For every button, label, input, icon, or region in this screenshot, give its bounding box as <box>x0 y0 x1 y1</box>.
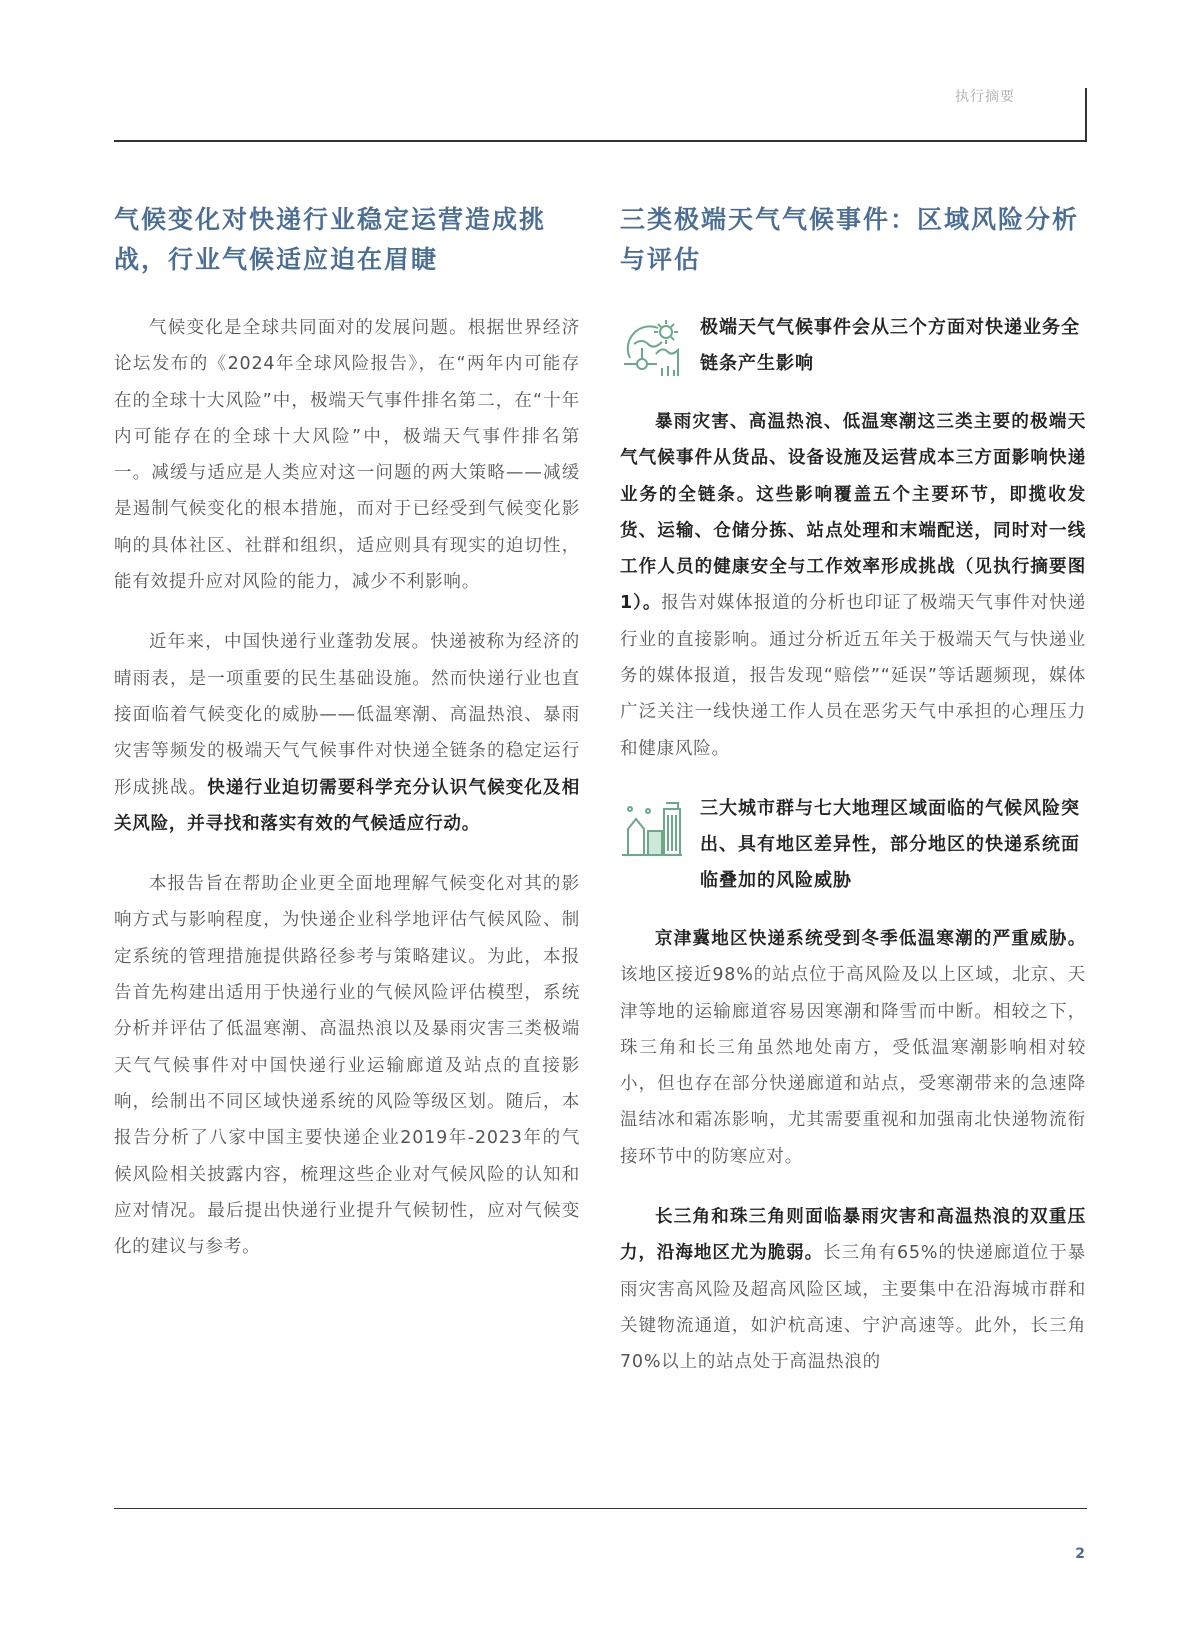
right-paragraph-3 <box>620 1199 1086 1380</box>
paragraph-text: 近年来，中国快递行业蓬勃发展。快递被称为经济的晴雨表，是一项重要的民生基础设施。然而快递行业也直接面临着气候变化的威胁——低温寒潮、高温热浪、暴雨灾害等频发的极端天气气候事件对快递全链条的稳定运行形成挑战。 <box>114 632 580 798</box>
right-section-title: 三类极端天气气候事件：区域风险分析与评估 <box>620 205 1080 274</box>
paragraph-text: 长三角有65%的快递廊道位于暴雨灾害高风险及超高风险区域，主要集中在沿海城市群和关键物流通道，如沪杭高速、宁沪高速等。此外，长三角70%以上的站点处于高温热浪的 <box>620 1243 1086 1373</box>
left-paragraph-3: 本报告旨在帮助企业更全面地理解气候变化对其的影响方式与影响程度，为快递企业科学地评估气候风险、制定系统的管理措施提供路径参考与策略建议。为此，本报告首先构建出适用于快递行业的气候风险评估模型，系统分析并评估了低温寒潮、高温热浪以及暴雨灾害三类极端天气气候事件对中国快递行业运输廊道及站点的直接影响，绘制出不同区域快递系统的风险等级区划。随后，本报告分析了八家中国主要快递企业2019年-2023年的气候风险相关披露内容，梳理这些企业对气候风险的认知和应对情况。最后提出快递行业提升气候韧性，应对气候变化的建议与参考。 <box>114 874 580 1258</box>
header-vertical-rule <box>1085 88 1087 140</box>
callout-2 <box>620 791 1086 899</box>
paragraph-emphasis: 快递行业迫切需要科学充分认识气候变化及相关风险，并寻找和落实有效的气候适应行动。 <box>114 777 581 834</box>
paragraph-emphasis: 京津冀地区快递系统受到冬季低温寒潮的严重威胁。 <box>655 928 1086 949</box>
right-paragraph-2 <box>620 921 1086 1175</box>
left-section-title: 气候变化对快递行业稳定运营造成挑战，行业气候适应迫在眉睫 <box>114 205 547 274</box>
header-section-label: 执行摘要 <box>955 89 1015 105</box>
paragraph-emphasis: 暴雨灾害、高温热浪、低温寒潮这三类主要的极端天气气候事件从货品、设备设施及运营成本三方面影响快递业务的全链条。这些影响覆盖五个主要环节，即揽收发货、运输、仓储分拣、站点处理和末端配送，同时对一线工作人员的健康安全与工作效率形成挑战（见执行摘要图1）。 <box>620 412 1086 614</box>
city-buildings-icon <box>620 795 684 859</box>
callout-1 <box>620 310 1086 382</box>
footer-rule <box>114 1508 1087 1509</box>
climate-globe-icon <box>620 314 684 378</box>
left-paragraph-1: 气候变化是全球共同面对的发展问题。根据世界经济论坛发布的《2024年全球风险报告》，在“两年内可能存在的全球十大风险”中，极端天气事件排名第二，在“十年内可能存在的全球十大风险”中，极端天气事件排名第一。减缓与适应是人类应对这一问题的两大策略——减缓是遏制气候变化的根本措施，而对于已经受到气候变化影响的具体社区、社群和组织，适应则具有现实的迫切性，能有效提升应对风险的能力，减少不利影响。 <box>114 318 580 593</box>
right-column <box>620 200 1086 1405</box>
page-number: 2 <box>1075 1546 1085 1562</box>
left-column <box>114 200 580 1289</box>
paragraph-text: 该地区接近98%的站点位于高风险及以上区域，北京、天津等地的运输廊道容易因寒潮和降雪而中断。相较之下，珠三角和长三角虽然地处南方，受低温寒潮影响相对较小，但也存在部分快递廊道和站点，受寒潮带来的急速降温结冰和霜冻影响，尤其需要重视和加强南北快递物流衔接环节中的防寒应对。 <box>620 965 1086 1167</box>
left-paragraph-2 <box>114 624 580 842</box>
right-paragraph-1 <box>620 404 1086 767</box>
callout-1-text: 极端天气气候事件会从三个方面对快递业务全链条产生影响 <box>700 317 1080 374</box>
header-rule <box>114 140 1087 142</box>
callout-2-text: 三大城市群与七大地理区域面临的气候风险突出、具有地区差异性，部分地区的快递系统面临叠加的风险威胁 <box>700 797 1080 891</box>
paragraph-text: 报告对媒体报道的分析也印证了极端天气事件对快递行业的直接影响。通过分析近五年关于极端天气与快递业务的媒体报道，报告发现“赔偿”“延误”等话题频现，媒体广泛关注一线快递工作人员在恶劣天气中承担的心理压力和健康风险。 <box>620 593 1086 759</box>
paragraph-emphasis: 长三角和珠三角则面临暴雨灾害和高温热浪的双重压力，沿海地区尤为脆弱。 <box>620 1207 1086 1264</box>
